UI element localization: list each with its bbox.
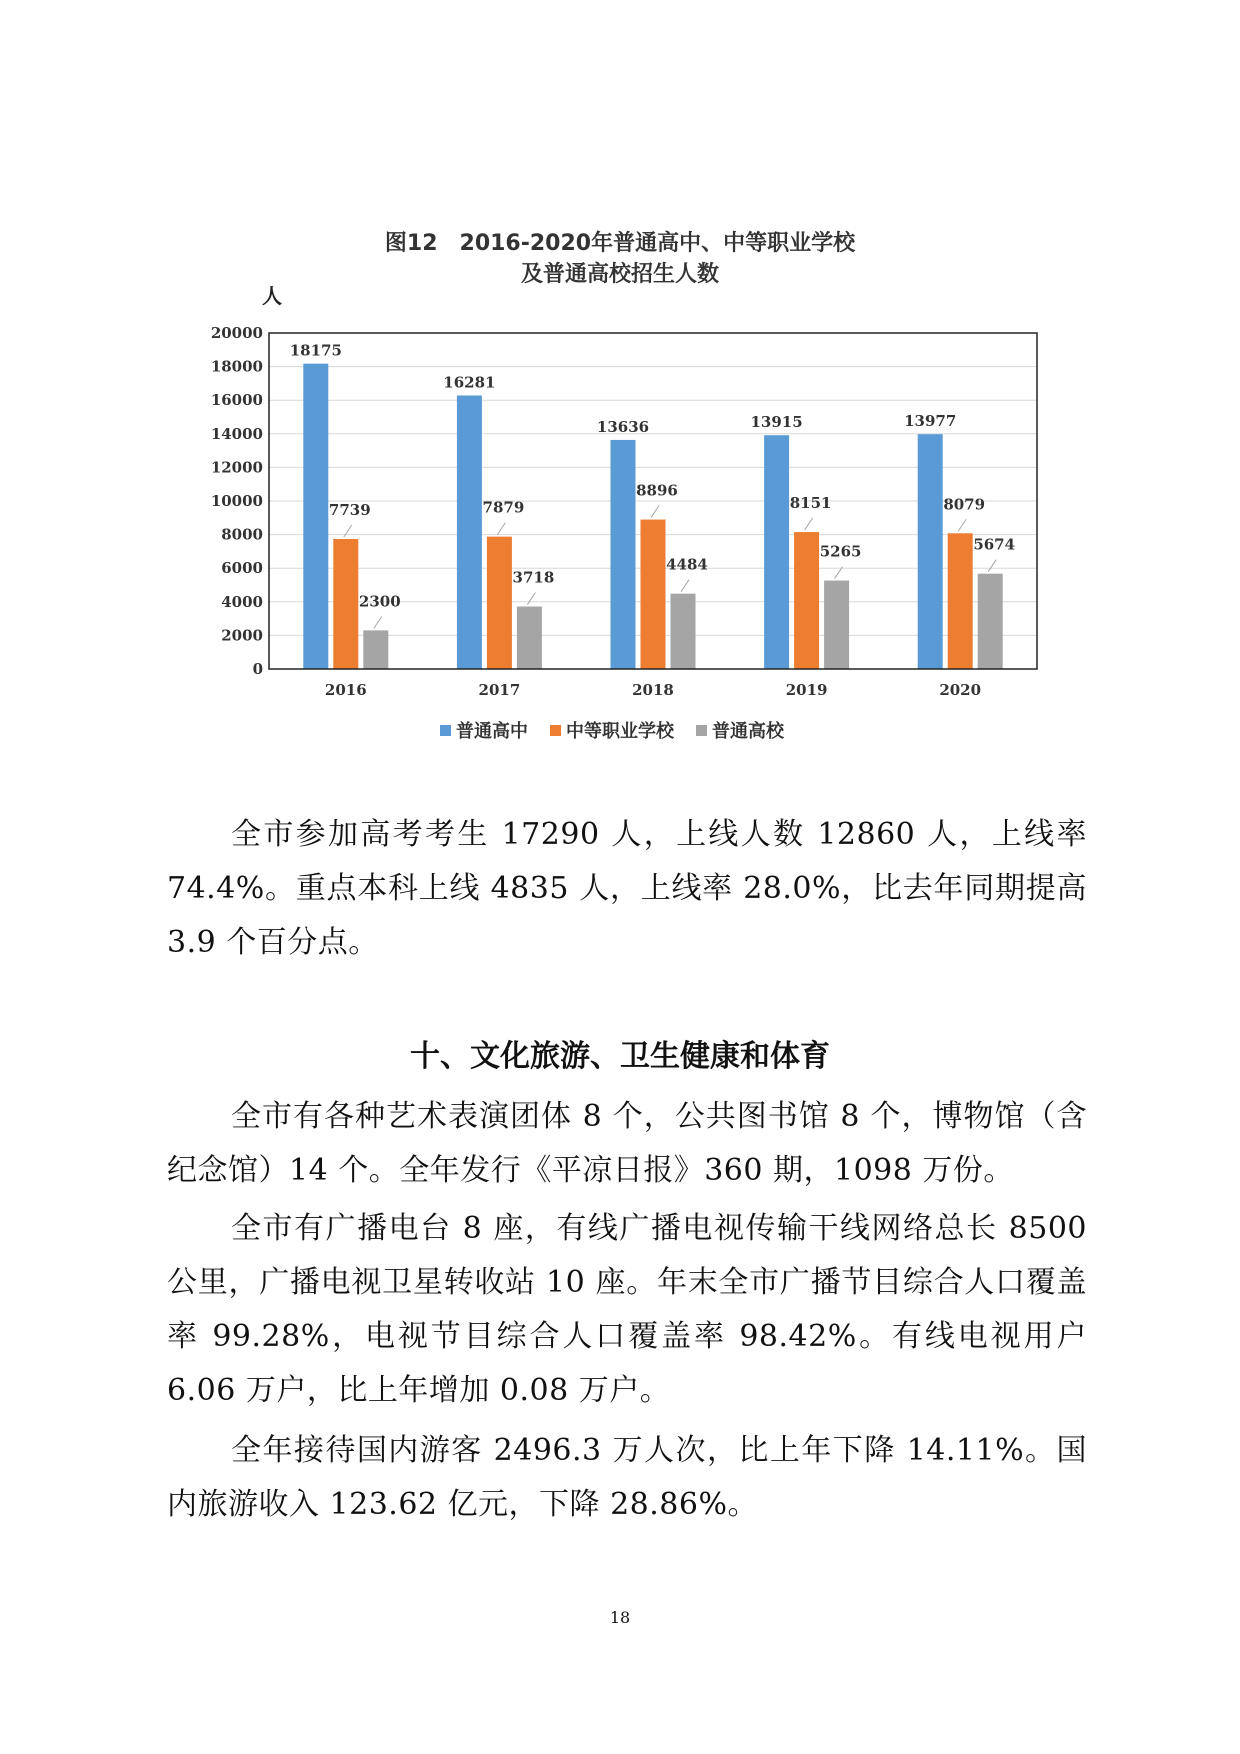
bar-普通高中-2016 [303, 364, 328, 669]
legend-label-2: 普通高校 [712, 721, 784, 742]
paragraph-broadcast: 全市有广播电台 8 座，有线广播电视传输干线网络总长 8500 公里，广播电视卫星转收站 10 座。年末全市广播节目综合人口覆盖率 99.28%，电视节目综合人口覆盖率 98.42%。有线电视用户 6.06 万户，比上年增加 0.08 万户。 [167, 1211, 1087, 1408]
section-heading: 十、文化旅游、卫生健康和体育 [410, 1039, 830, 1074]
data-label: 7739 [328, 500, 371, 519]
data-label: 3718 [512, 568, 555, 587]
bar-普通高校-2016 [363, 630, 388, 669]
leader-line [651, 506, 659, 518]
chart-title-line-2: 及普通高校招生人数 [520, 262, 719, 287]
legend-label-1: 中等职业学校 [566, 721, 674, 742]
bar-中等职业学校-2019 [794, 532, 819, 669]
paragraph-tourism: 全年接待国内游客 2496.3 万人次，比上年下降 14.11%。国内旅游收入 123.62 亿元，下降 28.86%。 [167, 1433, 1087, 1522]
leader-line [344, 525, 352, 537]
y-tick-label: 4000 [221, 592, 263, 611]
y-tick-label: 14000 [210, 424, 263, 443]
bar-中等职业学校-2017 [487, 537, 512, 669]
data-label: 18175 [289, 341, 342, 360]
leader-line [681, 580, 689, 592]
data-label: 2300 [358, 592, 401, 611]
y-tick-label: 6000 [221, 559, 263, 578]
bar-普通高中-2019 [764, 435, 789, 669]
bar-普通高校-2018 [671, 594, 696, 669]
paragraph-gaokao: 全市参加高考考生 17290 人，上线人数 12860 人，上线率 74.4%。重点本科上线 4835 人，上线率 28.0%，比去年同期提高 3.9 个百分点。 [167, 817, 1087, 960]
leader-line [958, 519, 966, 531]
bar-普通高校-2020 [978, 574, 1003, 669]
y-tick-label: 10000 [210, 492, 263, 510]
bar-中等职业学校-2016 [333, 539, 358, 669]
data-label: 8151 [789, 494, 832, 513]
data-label: 7879 [482, 498, 525, 517]
y-tick-label: 12000 [210, 458, 263, 477]
bar-中等职业学校-2020 [948, 533, 973, 669]
chart-title-line-1: 图12 2016-2020年普通高中、中等职业学校 [384, 231, 856, 256]
bar-普通高校-2019 [824, 581, 849, 669]
y-axis-label: 人 [262, 284, 282, 308]
data-label: 16281 [443, 373, 496, 392]
x-tick-label: 2018 [632, 681, 674, 699]
data-label: 13915 [750, 413, 803, 432]
x-tick-label: 2016 [324, 681, 367, 699]
bar-中等职业学校-2018 [641, 520, 666, 669]
data-label: 13977 [904, 412, 957, 431]
data-label: 8896 [636, 481, 678, 500]
bar-普通高中-2017 [457, 395, 482, 669]
legend-swatch-2 [696, 725, 707, 736]
paragraph-culture: 全市有各种艺术表演团体 8 个，公共图书馆 8 个，博物馆（含纪念馆）14 个。全年发行《平凉日报》360 期，1098 万份。 [167, 1099, 1087, 1188]
y-tick-label: 8000 [221, 525, 263, 544]
legend-swatch-0 [440, 725, 451, 736]
leader-line [527, 593, 535, 605]
legend-label-0: 普通高中 [456, 721, 528, 742]
bar-普通高中-2018 [611, 440, 636, 669]
data-label: 5265 [819, 542, 862, 561]
bar-普通高校-2017 [517, 607, 542, 669]
bar-普通高中-2020 [918, 434, 943, 669]
bar-chart [0, 0, 1240, 760]
leader-line [988, 560, 996, 572]
y-tick-label: 16000 [210, 391, 263, 410]
y-tick-label: 2000 [221, 626, 263, 645]
data-label: 13636 [596, 417, 650, 436]
data-label: 4484 [666, 555, 708, 574]
legend-swatch-1 [550, 725, 561, 736]
y-tick-label: 20000 [210, 324, 263, 342]
leader-line [805, 518, 813, 530]
leader-line [374, 616, 382, 628]
leader-line [497, 523, 505, 535]
y-tick-label: 18000 [210, 357, 263, 376]
x-tick-label: 2019 [785, 681, 828, 699]
data-label: 5674 [973, 535, 1016, 554]
data-label: 8079 [943, 495, 986, 514]
page-number: 18 [609, 1608, 631, 1627]
y-tick-label: 0 [252, 660, 263, 678]
x-tick-label: 2020 [939, 681, 982, 699]
x-tick-label: 2017 [478, 681, 521, 699]
